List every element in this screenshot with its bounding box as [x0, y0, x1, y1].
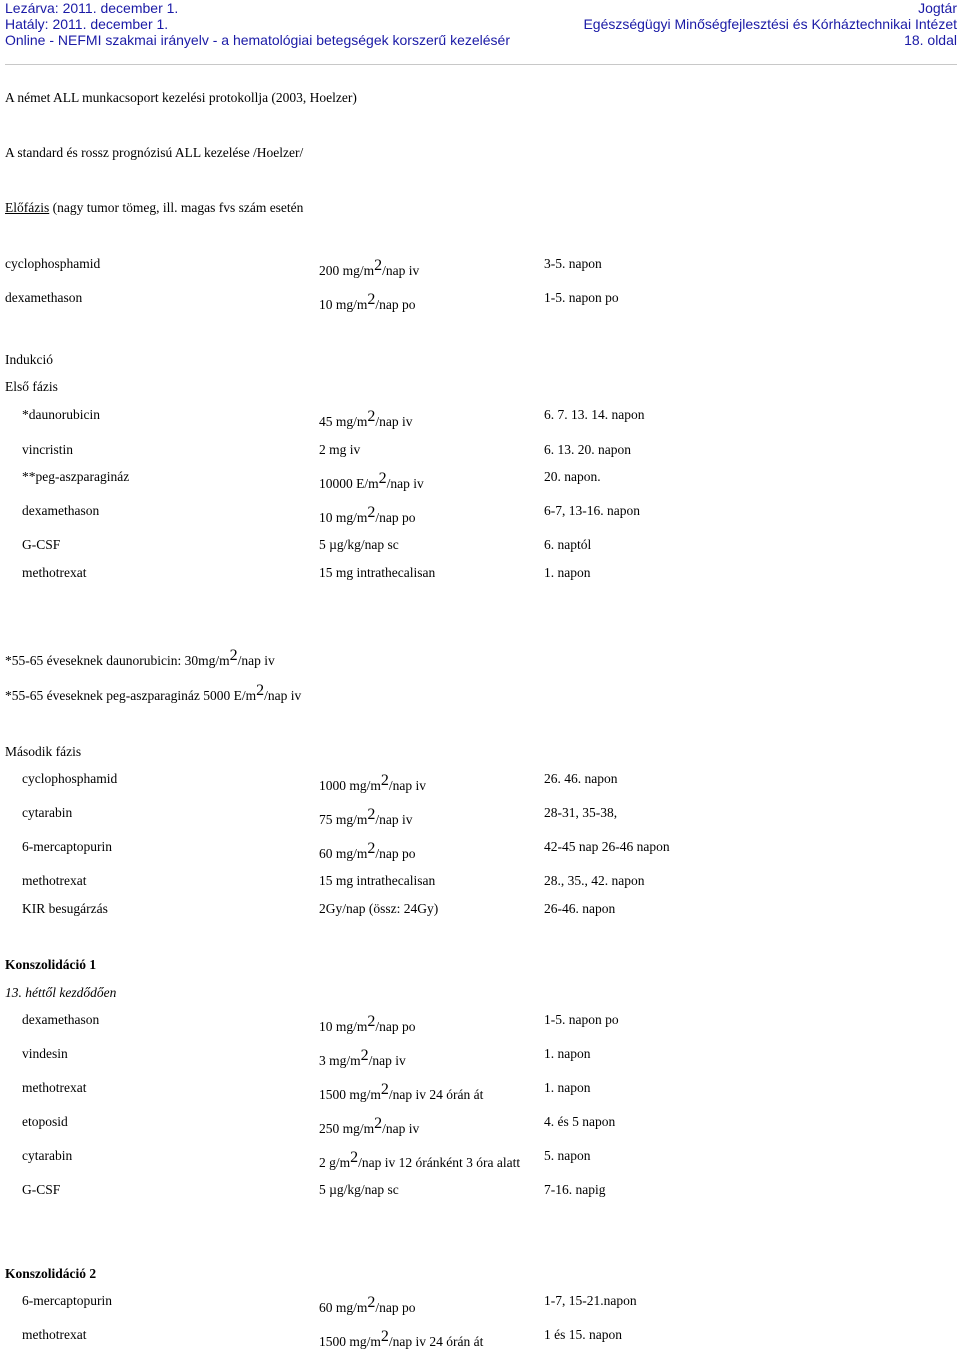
drug-name: cyclophosphamid	[5, 256, 101, 271]
treatment-day: 28-31, 35-38,	[544, 805, 618, 820]
drug-dose: 200 $mg/m^2$/nap iv	[319, 257, 420, 278]
drug-name: G-CSF	[22, 1182, 61, 1197]
drug-dose: 250 $mg/m^2$/nap iv	[319, 1115, 420, 1136]
drug-name: dexamethason	[5, 290, 83, 305]
drug-dose: 10 $mg/m^2$/nap po	[319, 1013, 416, 1034]
drug-dose: 1000 $mg/m^2$/nap iv	[319, 772, 427, 793]
table-row	[0, 771, 960, 795]
prephase-note: (nagy tumor tömeg, ill. magas fvs szám esetén	[49, 200, 304, 215]
page-header-row-1	[0, 0, 960, 17]
consolidation1-heading: Konszolidáció 1	[5, 957, 97, 972]
drug-name: G-CSF	[22, 537, 61, 552]
table-row	[0, 1012, 960, 1036]
treatment-day: 1-5. napon po	[544, 290, 619, 305]
drug-name: methotrexat	[22, 1327, 87, 1342]
treatment-day: 5. napon	[544, 1148, 591, 1163]
table-row	[0, 503, 960, 527]
drug-name: *daunorubicin	[22, 407, 100, 422]
treatment-day: 3-5. napon	[544, 256, 602, 271]
drug-dose: 15 mg intrathecalisan	[319, 565, 436, 580]
drug-dose: 60 $mg/m^2$/nap po	[319, 1294, 416, 1315]
drug-dose: 45 $mg/m^2$/nap iv	[319, 408, 413, 429]
drug-name: 6-mercaptopurin	[22, 1293, 112, 1308]
treatment-day: 1-7, 15-21.napon	[544, 1293, 637, 1308]
treatment-day: 6. 7. 13. 14. napon	[544, 407, 645, 422]
drug-dose: 10 $mg/m^2$/nap po	[319, 504, 416, 525]
drug-name: vindesin	[22, 1046, 68, 1061]
page-header-row-2	[0, 16, 960, 33]
table-row	[0, 1080, 960, 1104]
drug-dose: 5 µg/kg/nap sc	[319, 537, 399, 552]
drug-name: dexamethason	[22, 503, 100, 518]
header-divider	[5, 64, 957, 65]
table-row	[0, 565, 960, 589]
table-row	[0, 839, 960, 863]
phase1-heading: Első fázis	[5, 379, 58, 394]
treatment-day: 20. napon.	[544, 469, 601, 484]
page-number: 18. oldal	[904, 32, 957, 48]
drug-dose: 1500 $mg/m^2$/nap iv 24 órán át	[319, 1328, 484, 1349]
drug-name: vincristin	[22, 442, 73, 457]
table-row	[0, 256, 960, 280]
drug-name: cytarabin	[22, 1148, 73, 1163]
closed-date: Lezárva: 2011. december 1.	[5, 0, 179, 16]
prephase-heading	[5, 200, 303, 216]
drug-name: KIR besugárzás	[22, 901, 108, 916]
table-row	[0, 1114, 960, 1138]
drug-dose: 2Gy/nap (össz: 24Gy)	[319, 901, 439, 916]
drug-name: methotrexat	[22, 873, 87, 888]
treatment-day: 42-45 nap 26-46 napon	[544, 839, 670, 854]
treatment-day: 26-46. napon	[544, 901, 616, 916]
treatment-day: 1-5. napon po	[544, 1012, 619, 1027]
footnote-aszparaginaz: *55-65 éveseknek peg-aszparagináz 5000 $E/m^2$/nap iv	[5, 682, 302, 703]
treatment-day: 1. napon	[544, 1080, 591, 1095]
prephase-label: Előfázis	[5, 200, 50, 215]
table-row	[0, 407, 960, 431]
treatment-day: 4. és 5 napon	[544, 1114, 616, 1129]
institute-name: Egészségügyi Minőségfejlesztési és Kórháztechnikai Intézet	[583, 16, 957, 32]
drug-name: 6-mercaptopurin	[22, 839, 112, 854]
table-row	[0, 1148, 960, 1172]
treatment-day: 6. naptól	[544, 537, 592, 552]
page-header-row-3	[0, 32, 960, 49]
drug-name: cytarabin	[22, 805, 73, 820]
footnote-daunorubicin: *55-65 éveseknek daunorubicin: $30mg/m^2$/nap iv	[5, 647, 275, 668]
drug-name: **peg-aszparagináz	[22, 469, 130, 484]
drug-name: methotrexat	[22, 565, 87, 580]
treatment-day: 1. napon	[544, 1046, 591, 1061]
table-row	[0, 469, 960, 493]
phase2-heading: Második fázis	[5, 744, 82, 759]
drug-name: methotrexat	[22, 1080, 87, 1095]
table-row	[0, 1046, 960, 1070]
treatment-day: 6. 13. 20. napon	[544, 442, 631, 457]
treatment-day: 7-16. napig	[544, 1182, 606, 1197]
treatment-day: 6-7, 13-16. napon	[544, 503, 640, 518]
drug-dose: 1500 $mg/m^2$/nap iv 24 órán át	[319, 1081, 484, 1102]
drug-dose: 5 µg/kg/nap sc	[319, 1182, 399, 1197]
table-row	[0, 901, 960, 925]
table-row	[0, 1293, 960, 1317]
treatment-day: 28., 35., 42. napon	[544, 873, 645, 888]
effective-date: Hatály: 2011. december 1.	[5, 16, 169, 32]
table-row	[0, 442, 960, 466]
drug-dose: 15 mg intrathecalisan	[319, 873, 436, 888]
treatment-day: 1. napon	[544, 565, 591, 580]
table-row	[0, 873, 960, 897]
drug-name: cyclophosphamid	[22, 771, 118, 786]
consolidation1-subtitle: 13. héttől kezdődően	[5, 985, 117, 1000]
table-row	[0, 537, 960, 561]
drug-dose: 75 $mg/m^2$/nap iv	[319, 806, 413, 827]
publisher-name: Jogtár	[918, 0, 957, 16]
table-row	[0, 290, 960, 314]
protocol-title: A német ALL munkacsoport kezelési protokollja (2003, Hoelzer)	[5, 90, 357, 105]
treatment-title: A standard és rossz prognózisú ALL kezelése /Hoelzer/	[5, 145, 304, 160]
treatment-day: 26. 46. napon	[544, 771, 618, 786]
drug-dose: 10 $mg/m^2$/nap po	[319, 291, 416, 312]
drug-dose: 10000 $E/m^2$/nap iv	[319, 470, 424, 491]
induction-heading: Indukció	[5, 352, 53, 367]
drug-name: dexamethason	[22, 1012, 100, 1027]
drug-dose: 2 mg iv	[319, 442, 361, 457]
table-row	[0, 1182, 960, 1206]
document-title: Online - NEFMI szakmai irányelv - a hematológiai betegségek korszerű kezelésér	[5, 32, 510, 48]
treatment-day: 1 és 15. napon	[544, 1327, 622, 1342]
consolidation2-heading: Konszolidáció 2	[5, 1266, 97, 1281]
table-row	[0, 805, 960, 829]
drug-dose: 2 $g/m^2$/nap iv 12 óránként 3 óra alatt	[319, 1149, 521, 1170]
drug-dose: 3 $mg/m^2$/nap iv	[319, 1047, 406, 1068]
drug-name: etoposid	[22, 1114, 68, 1129]
table-row	[0, 1327, 960, 1351]
drug-dose: 60 $mg/m^2$/nap po	[319, 840, 416, 861]
